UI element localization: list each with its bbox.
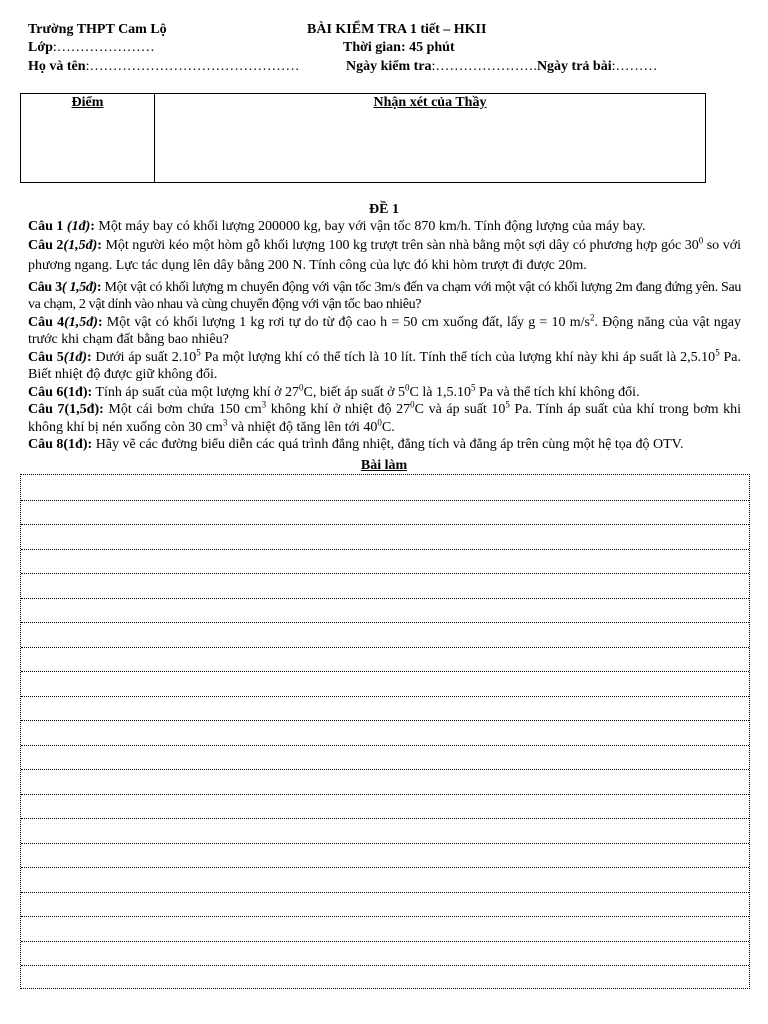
return-date-blank: :……… bbox=[611, 59, 658, 74]
question-colon: : bbox=[97, 314, 103, 330]
test-date-blank: :…………………. bbox=[431, 59, 537, 74]
question-label: Câu 1 bbox=[28, 219, 64, 234]
answer-line bbox=[21, 549, 749, 550]
question-text: . Động năng của vật ngay trước khi chạm đất bằng bao nhiêu? bbox=[28, 314, 742, 347]
name-label: Họ và tên bbox=[28, 59, 86, 74]
question-text: C, biết áp suất ở 5 bbox=[303, 384, 406, 400]
test-date-label: Ngày kiểm tra bbox=[346, 59, 432, 74]
comment-header: Nhận xét của Thầy bbox=[373, 95, 487, 110]
superscript: 3 bbox=[261, 399, 267, 410]
question-points: (1đ) bbox=[66, 219, 91, 234]
return-date-label: Ngày trả bài bbox=[536, 59, 612, 74]
answer-line bbox=[21, 892, 749, 893]
answer-line bbox=[21, 524, 749, 525]
answer-line bbox=[21, 745, 749, 746]
answer-line bbox=[21, 696, 749, 697]
question-label: Câu 5 bbox=[28, 349, 64, 365]
answer-line bbox=[21, 965, 749, 966]
test-title: BÀI KIỂM TRA 1 tiết – HKII bbox=[307, 22, 487, 37]
answer-area[interactable] bbox=[20, 474, 750, 989]
question-colon: : bbox=[87, 384, 93, 400]
question-text: so với phương ngang. Lực tác dụng lên dây bằng 200 N. Tính công của lực đó khi hòm trượt đi được 20m. bbox=[28, 237, 741, 273]
question-text: và nhiệt độ tăng lên tới 40 bbox=[227, 419, 378, 435]
question-list bbox=[28, 218, 741, 454]
question-4 bbox=[28, 311, 742, 349]
question-text: Một người kéo một hòm gỗ khối lượng 100 kg trượt trên sàn nhà bằng một sợi dây có phương hợp góc 30 bbox=[101, 237, 699, 253]
question-label: Câu 8(1đ) bbox=[28, 437, 88, 452]
class-label: Lớp bbox=[28, 40, 53, 55]
question-text: Hãy vẽ các đường biểu diễn các quá trình đẳng nhiệt, đẳng tích và đẳng áp trên cùng một hệ tọa độ OTV. bbox=[92, 437, 684, 452]
question-text: C và áp suất 10 bbox=[414, 402, 506, 417]
answer-line bbox=[21, 671, 749, 672]
superscript: 0 bbox=[299, 381, 304, 392]
question-text: Một cái bơm chứa 150 cm bbox=[103, 402, 262, 417]
question-text: không khí ở nhiệt độ 27 bbox=[266, 402, 411, 417]
superscript: 5 bbox=[505, 399, 510, 410]
question-text: Pa một lượng khí có thể tích là 10 lít. Tính thể tích của lượng khí này khi áp suất là 2,5.10 bbox=[200, 349, 716, 365]
class-line bbox=[28, 39, 155, 57]
answer-line bbox=[21, 843, 749, 844]
answer-line bbox=[21, 500, 749, 501]
name-blank: :……………………………………… bbox=[85, 59, 300, 74]
name-line bbox=[28, 58, 299, 76]
answer-line bbox=[21, 573, 749, 574]
answer-line bbox=[21, 916, 749, 917]
question-colon: : bbox=[87, 349, 92, 365]
superscript: 5 bbox=[470, 381, 476, 392]
answer-line bbox=[21, 941, 749, 942]
question-text: Một vật có khối lượng m chuyển động với vận tốc 3m/s đến va chạm với một vật có khối lượng 2m đang đứng yên. Sau va chạm, 2 vật dính vào nhau và cùng chuyển động với vận tốc bao nhiêu? bbox=[28, 279, 741, 312]
question-colon: : bbox=[96, 279, 102, 295]
date-line bbox=[346, 58, 658, 76]
question-points: (1,5đ) bbox=[63, 237, 98, 253]
header-row-1 bbox=[28, 21, 167, 39]
superscript: 0 bbox=[698, 234, 704, 245]
question-points: (1đ) bbox=[63, 349, 88, 365]
score-table bbox=[20, 93, 706, 183]
answer-line bbox=[21, 769, 749, 770]
answer-line bbox=[21, 818, 749, 819]
answer-line bbox=[21, 647, 749, 648]
answer-line bbox=[21, 794, 749, 795]
question-text: Pa. Tính áp suất của khí trong bơm khi không khí bị nén xuống còn 30 cm bbox=[28, 402, 741, 435]
superscript: 5 bbox=[196, 346, 201, 357]
question-text: Pa và thể tích khí không đổi. bbox=[475, 384, 640, 400]
question-label: Câu 3 bbox=[28, 279, 62, 295]
question-text: Dưới áp suất 2.10 bbox=[91, 349, 197, 365]
question-text: C. bbox=[381, 419, 395, 435]
question-colon: : bbox=[97, 237, 102, 253]
question-points: ( 1,5đ) bbox=[61, 279, 97, 295]
question-label: Câu 2 bbox=[28, 237, 64, 253]
question-label: Câu 7(1,5đ) bbox=[28, 402, 100, 417]
class-blank: :………………… bbox=[52, 40, 155, 55]
question-colon: : bbox=[87, 437, 93, 452]
answer-section-title: Bài làm bbox=[360, 458, 408, 473]
question-8 bbox=[28, 436, 741, 454]
superscript: 0 bbox=[410, 399, 415, 410]
question-2 bbox=[28, 236, 741, 276]
question-text: C là 1,5.10 bbox=[409, 384, 471, 400]
school-name: Trường THPT Cam Lộ bbox=[28, 22, 167, 37]
answer-line bbox=[21, 598, 749, 599]
comment-cell[interactable] bbox=[155, 94, 705, 182]
question-5 bbox=[28, 346, 741, 384]
question-colon: : bbox=[90, 219, 95, 234]
time-label: Thời gian: 45 phút bbox=[343, 40, 455, 55]
answer-line bbox=[21, 622, 749, 623]
question-label: Câu 6(1đ) bbox=[28, 384, 88, 400]
question-7 bbox=[28, 401, 741, 436]
question-text: Pa. Biết nhiệt độ được giữ không đổi. bbox=[28, 349, 741, 382]
question-3 bbox=[28, 279, 741, 314]
superscript: 2 bbox=[589, 311, 595, 322]
exam-code: ĐỀ 1 bbox=[369, 202, 399, 217]
superscript: 3 bbox=[222, 416, 228, 427]
superscript: 0 bbox=[377, 416, 382, 427]
question-label: Câu 4 bbox=[28, 314, 65, 330]
superscript: 0 bbox=[405, 381, 410, 392]
superscript: 5 bbox=[715, 346, 720, 357]
question-1 bbox=[28, 218, 741, 236]
question-6 bbox=[28, 381, 741, 402]
score-cell[interactable] bbox=[21, 94, 155, 182]
answer-line bbox=[21, 867, 749, 868]
question-colon: : bbox=[99, 402, 104, 417]
question-text: Tính áp suất của một lượng khí ở 27 bbox=[92, 384, 300, 400]
score-header: Điểm bbox=[71, 95, 104, 110]
question-points: (1,5đ) bbox=[64, 314, 98, 330]
question-text: Một máy bay có khối lượng 200000 kg, bay với vận tốc 870 km/h. Tính động lượng của máy bay. bbox=[94, 219, 646, 234]
answer-line bbox=[21, 720, 749, 721]
question-text: Một vật có khối lượng 1 kg rơi tự do từ độ cao h = 50 cm xuống đất, lấy g = 10 m/s bbox=[102, 314, 590, 330]
